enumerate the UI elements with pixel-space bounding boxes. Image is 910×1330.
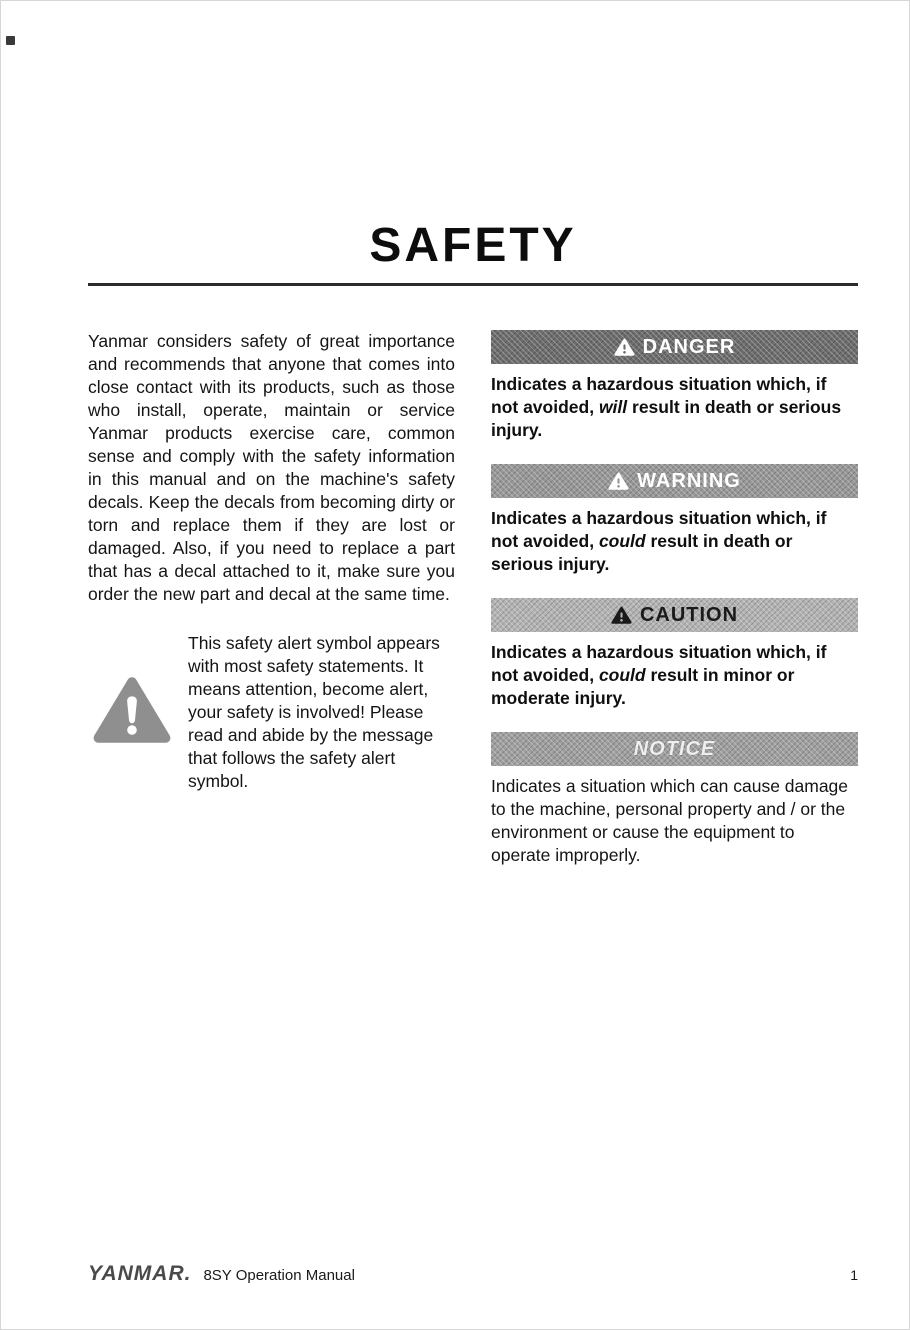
danger-body bbox=[491, 373, 858, 442]
yanmar-logo: YANMAR. bbox=[88, 1262, 192, 1285]
safety-alert-row bbox=[88, 632, 455, 793]
danger-label: DANGER bbox=[642, 335, 736, 358]
warning-body-emphasis: could bbox=[598, 531, 646, 551]
caution-body bbox=[491, 641, 858, 710]
caution-label: CAUTION bbox=[639, 603, 739, 626]
notice-banner bbox=[491, 732, 858, 766]
right-column bbox=[491, 330, 858, 889]
page-title: SAFETY bbox=[369, 219, 577, 272]
warning-section bbox=[491, 464, 858, 576]
warning-body bbox=[491, 507, 858, 576]
notice-body: Indicates a situation which can cause damage to the machine, personal property and / or the environment or cause the equipment to operate improperly. bbox=[491, 776, 849, 865]
safety-alert-paragraph: This safety alert symbol appears with most safety statements. It means attention, become alert, your safety is involved! Please read and abide by the message that follows the safety alert symbol. bbox=[188, 633, 440, 791]
warning-banner bbox=[491, 464, 858, 498]
warning-body-pre: Indicates a hazardous situation which, if not avoided, bbox=[491, 508, 827, 551]
caution-body-pre: Indicates a hazardous situation which, if not avoided, bbox=[491, 642, 827, 685]
alert-triangle-icon bbox=[611, 605, 632, 625]
alert-triangle-icon bbox=[614, 337, 635, 357]
page-content bbox=[88, 0, 858, 889]
danger-banner bbox=[491, 330, 858, 364]
left-column bbox=[88, 330, 455, 793]
caution-body-post: result in minor or moderate injury. bbox=[491, 665, 795, 708]
danger-body-emphasis: will bbox=[598, 397, 628, 417]
page-footer bbox=[88, 1262, 858, 1286]
caution-section bbox=[491, 598, 858, 710]
scan-artifact bbox=[6, 36, 15, 45]
notice-label: NOTICE bbox=[633, 737, 716, 760]
danger-body-post: result in death or serious injury. bbox=[491, 397, 842, 440]
two-column-layout bbox=[88, 330, 858, 889]
danger-body-pre: Indicates a hazardous situation which, if not avoided, bbox=[491, 374, 827, 417]
alert-triangle-icon bbox=[608, 471, 629, 491]
notice-section bbox=[491, 732, 858, 867]
title-block bbox=[88, 218, 858, 286]
warning-label: WARNING bbox=[637, 469, 741, 492]
title-divider bbox=[88, 283, 858, 286]
warning-body-post: result in death or serious injury. bbox=[491, 531, 793, 574]
page-number: 1 bbox=[850, 1267, 858, 1283]
danger-section bbox=[491, 330, 858, 442]
manual-title: 8SY Operation Manual bbox=[203, 1267, 355, 1284]
safety-alert-icon bbox=[88, 674, 172, 751]
caution-banner bbox=[491, 598, 858, 632]
caution-body-emphasis: could bbox=[598, 665, 646, 685]
intro-paragraph: Yanmar considers safety of great importance and recommends that anyone that comes into close contact with its products, such as those who install, operate, maintain or service Yanmar products exercise care, common sense and comply with the safety information in this manual and on the machine's safety decals. Keep the decals from becoming dirty or torn and replace them if they are lost or damaged. Also, if you need to replace a part that has a decal attached to it, make sure you order the new part and decal at the same time. bbox=[88, 331, 455, 604]
